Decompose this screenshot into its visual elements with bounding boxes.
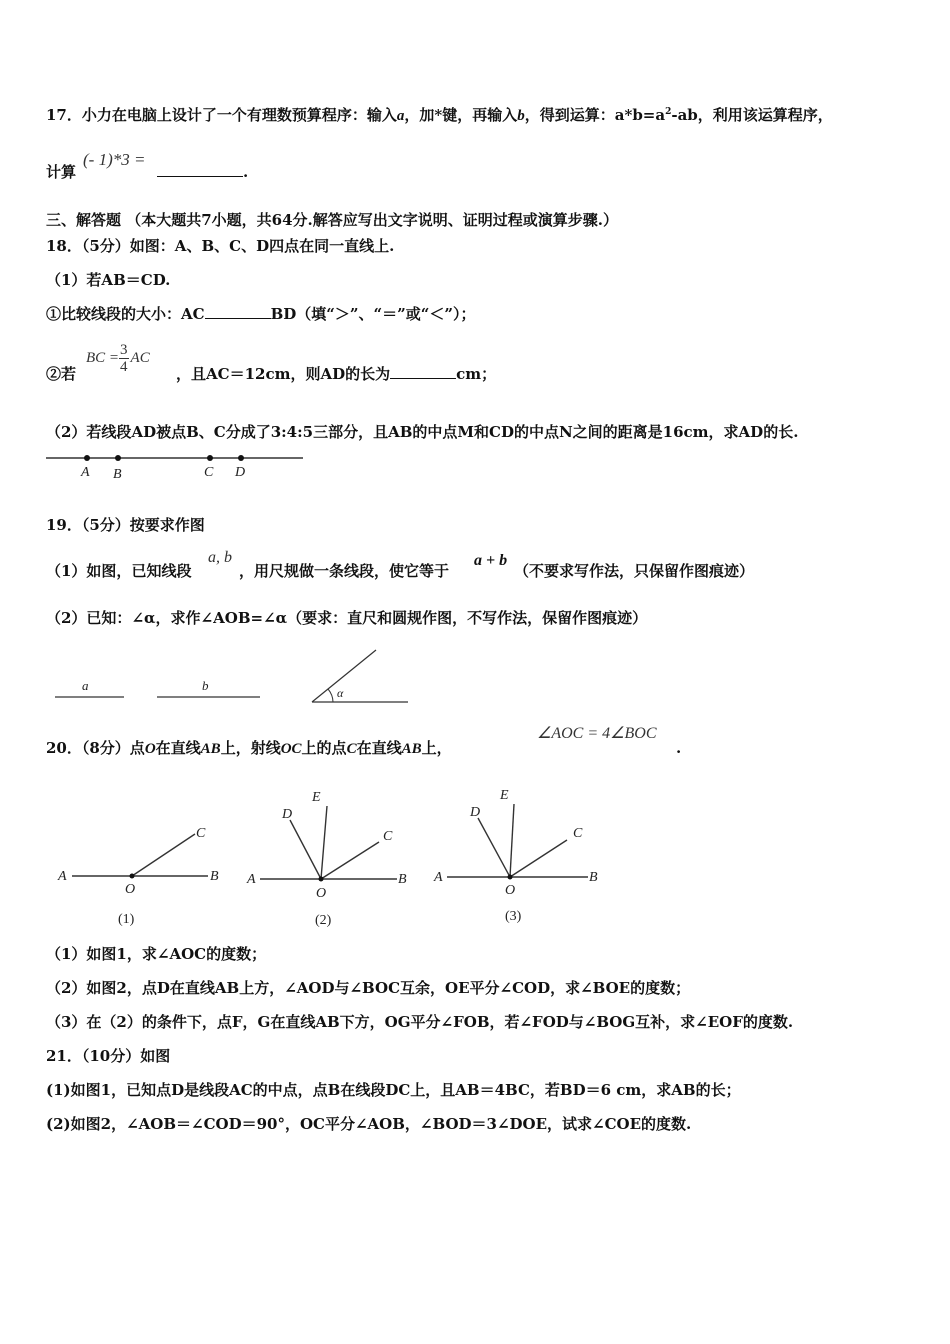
q17-period: . [243,163,249,181]
q20-text-b: 在直线 [155,739,201,757]
q19-label-a: a [82,678,89,693]
q20-var-o: O [144,741,156,757]
q17-text-c: ，得到运算：a*b=a [524,106,666,124]
q20-f3-label-b: B [589,870,598,885]
q18-sub2-text-c: cm； [456,365,497,383]
q17-var-a: a [396,108,405,124]
q18-line-figure [40,448,310,482]
q20-f2-point-o [319,877,324,882]
q20-f1-caption: (1) [118,912,135,927]
q20-title [46,738,452,759]
q20-condition: ∠AOC = 4∠BOC [537,725,657,742]
q18-sub1-text-a: ①比较线段的大小：AC [46,305,205,323]
q19-label-b: b [202,678,209,693]
q17-calc-label: 计算 [46,163,77,181]
q18-label-a: A [81,465,90,480]
q18-frac-lhs: BC = [86,350,120,366]
q20-var-oc: OC [280,741,302,757]
q18-label-b: B [113,467,122,482]
q18-part2: （2）若线段AD被点B、C分成了3:4:5三部分，且AB的中点M和CD的中点N之间的距离是16cm，求AD的长. [46,423,799,441]
q19-angle-ray2 [312,650,376,702]
q20-f1-ray-oc [132,834,195,876]
q20-f3-ray-oe [510,804,514,877]
q19-ab: a, b [208,549,232,566]
q20-var-ab: AB [200,741,221,757]
q19-part1 [46,561,191,581]
q20-text-c: 上，射线 [220,739,281,757]
q20-text-f: 上， [421,739,452,757]
q18-point-c [207,455,213,461]
q19-p1-text-a: （1）如图，已知线段 [46,562,192,580]
q20-f2-label-d: D [282,807,293,822]
q19-part1-mid [239,561,449,581]
q18-point-a [84,455,90,461]
q18-frac-num: 3 [120,342,128,358]
q21-part1: (1)如图1，已知点D是线段AC的中点，点B在线段DC上，且AB＝4BC，若BD＝6 cm，求AB的长； [46,1081,741,1099]
q20-f2-ray-oc [321,842,379,879]
q18-title: 18．（5分）如图：A、B、C、D四点在同一直线上. [46,237,395,255]
q20-f3-label-e: E [500,788,509,803]
q20-figures [40,780,620,935]
q20-var-ab-2: AB [401,741,422,757]
q20-f2-label-b: B [398,872,407,887]
q17-sup: 2 [665,107,672,117]
q20-text-d: 上的点 [301,739,347,757]
q20-f2-label-c: C [383,829,393,844]
q18-sub1-blank[interactable] [205,304,271,319]
q19-part2: （2）已知：∠α，求作∠AOB=∠α（要求：直尺和圆规作图，不写作法，保留作图痕迹） [46,609,648,627]
q20-f1-label-o: O [125,882,136,897]
q20-part2: （2）如图2，点D在直线AB上方，∠AOD与∠BOC互余，OE平分∠COD，求∠BOE的度数； [46,979,691,997]
q18-part1-sub2 [46,364,76,384]
q21-title: 21．（10分）如图 [46,1047,171,1065]
q18-label-d: D [235,465,246,480]
q20-f3-caption: (3) [505,909,522,924]
q17-text-b: ，加*键，再输入 [404,106,518,124]
q18-part1: （1）若AB＝CD. [46,271,171,289]
q19-part1-end: （不要求写作法，只保留作图痕迹） [514,562,755,580]
q20-part1: （1）如图1，求∠AOC的度数； [46,945,267,963]
q20-var-c: C [346,741,357,757]
q20-f1-point-o [130,874,135,879]
q20-f3-label-c: C [573,826,583,841]
q18-point-d [238,455,244,461]
q18-sub2-blank[interactable] [390,364,456,379]
q20-f2-label-o: O [316,886,327,901]
q19-title: 19．（5分）按要求作图 [46,516,205,534]
q20-f2-label-a: A [247,872,256,887]
q20-f1-label-a: A [58,869,67,884]
q17-answer-line [157,162,248,182]
q20-f3-label-o: O [505,883,516,898]
q19-p1-text-b: ，用尺规做一条线段，使它等于 [239,562,450,580]
q20-f3-ray-od [478,818,510,877]
q18-label-c: C [204,465,214,480]
q18-point-b [115,455,121,461]
q17-text-a: 17．小力在电脑上设计了一个有理数预算程序：输入 [46,106,397,124]
q20-text-e: 在直线 [356,739,402,757]
q20-f2-ray-oe [321,806,327,879]
q20-f3-label-d: D [470,805,481,820]
q18-fraction [119,342,129,375]
q18-fraction-expr [86,342,150,375]
q19-figures [40,640,420,710]
q17-calc-expr: (- 1)*3 = [83,150,146,169]
q18-sub1-text-b: BD（填“＞”、“＝”或“＜”）； [270,305,476,323]
q17-blank[interactable] [157,162,243,177]
q17-text-d: -ab，利用该运算程序， [671,106,833,124]
q19-sum: a + b [474,552,508,569]
q19-angle-arc [328,689,333,702]
q17-line1 [46,102,833,126]
q20-text-a: 20．（8分）点 [46,739,145,757]
q20-f2-label-e: E [312,790,321,805]
q20-figure-1 [57,826,219,927]
q20-figure-2 [246,790,407,928]
q20-f2-ray-od [290,820,321,879]
q18-frac-den: 4 [120,359,128,375]
q18-part1-sub1 [46,304,476,324]
q18-sub2-text-a: ②若 [46,365,77,383]
section3-title: 三、解答题 （本大题共7小题，共64分.解答应写出文字说明、证明过程或演算步骤.） [46,211,618,229]
q20-f3-point-o [508,875,513,880]
q20-figure-3 [433,788,598,924]
q18-part1-sub2-rest [176,364,496,384]
q20-f3-ray-oc [510,840,567,877]
q19-angle-label: α [337,686,344,700]
q18-frac-rhs: AC [130,350,150,366]
q20-period: . [676,739,682,757]
q20-f1-label-b: B [210,869,219,884]
q17-line2 [46,162,76,182]
q20-f1-label-c: C [196,826,206,841]
q20-part3: （3）在（2）的条件下，点F，G在直线AB下方，OG平分∠FOB，若∠FOD与∠BOG互补，求∠EOF的度数. [46,1013,794,1031]
q20-f3-label-a: A [434,870,443,885]
q18-sub2-text-b: ，且AC＝12cm，则AD的长为 [176,365,391,383]
q20-f2-caption: (2) [315,913,332,928]
q17-var-b: b [517,108,525,124]
q21-part2: (2)如图2，∠AOB＝∠COD＝90°，OC平分∠AOB，∠BOD＝3∠DOE，试求∠COE的度数. [46,1115,692,1133]
